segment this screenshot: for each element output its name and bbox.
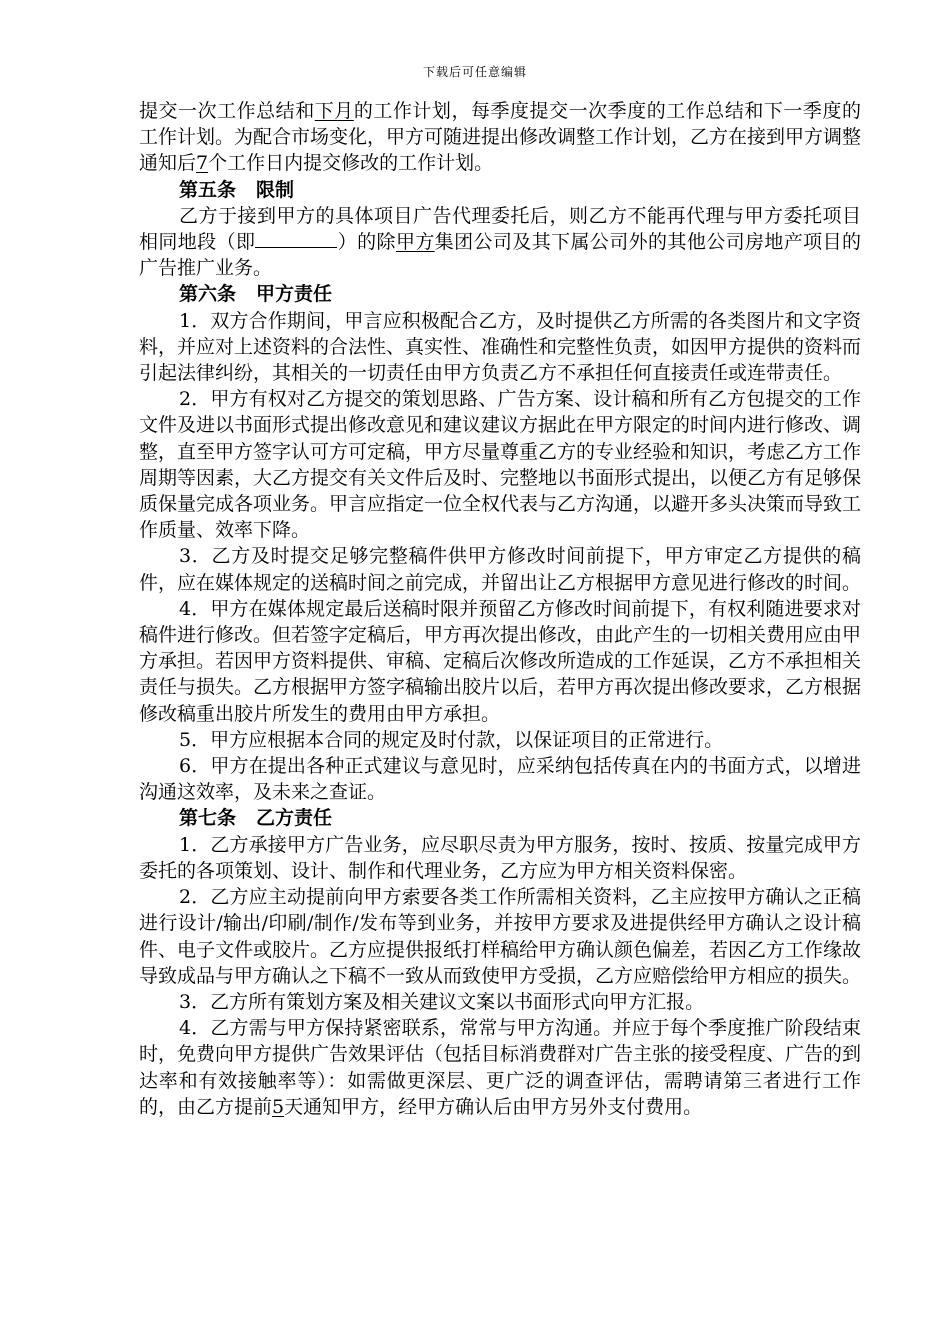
article-7-clause-2: 2．乙方应主动提前向甲方索要各类工作所需相关资料，乙主应按甲方确认之正稿进行设计/输出/印刷/制作/发布等到业务，并按甲方要求及进提供经甲方确认之设计稿件、电子文件或胶片。乙方应提供报纸打样稿给甲方确认颜色偏差，若因乙方工作缘故导致成品与甲方确认之下稿不一致从而致使甲方受损，乙方应赔偿给甲方相应的损失。 bbox=[139, 886, 862, 987]
underlined-days: 7 bbox=[196, 152, 209, 175]
document-body bbox=[139, 98, 861, 1120]
article-6-clause-1: 1．双方合作期间，甲言应积极配合乙方，及时提供乙方所需的各类图片和文字资料，并应对上述资料的合法性、真实性、准确性和完整性负责，如因甲方提供的资料而引起法律纠纷，其相关的一切责任由甲方负责乙方不承担任何直接责任或连带责任。 bbox=[139, 309, 862, 385]
article-6-clause-2: 2．甲方有权对乙方提交的策划思路、广告方案、设计稿和所有乙方包提交的工作文件及进以书面形式提出修改意见和建议建议方据此在甲方限定的时间内进行修改、调整，直至甲方签字认可方可定稿，甲方尽量尊重乙方的专业经验和知识，考虑乙方工作周期等因素，大乙方提交有关文件后及时、完整地以书面形式提出，以便乙方有足够保质保量完成各项业务。甲言应指定一位全权代表与乙方沟通，以避开多头决策而导致工作质量、效率下降。 bbox=[139, 388, 862, 542]
article-7-clause-1: 1．乙方承接甲方广告业务，应尽职尽责为甲方服务，按时、按质、按量完成甲方委托的各项策划、设计、制作和代理业务，乙方应为甲方相关资料保密。 bbox=[139, 833, 861, 882]
blank-field bbox=[255, 229, 337, 248]
article-5-heading: 第五条 限制 bbox=[179, 178, 295, 201]
article-7-clause-4: 4．乙方需与甲方保持紧密联系，常常与甲方沟通。并应于每个季度推广阶段结束时，免费向甲方提供广告效果评估（包括目标消费群对广告主张的接受程度、广告的到达率和有效接触率等）：如需做更深层、更广泛的调查评估，需聘请第三者进行工作的，由乙方提前5天通知甲方，经甲方确认后由甲方另外支付费用。 bbox=[139, 1017, 862, 1118]
article-7-clause-3: 3．乙方所有策划方案及相关建议文案以书面形式向甲方汇报。 bbox=[179, 990, 705, 1013]
underlined-next-month: 下月 bbox=[314, 100, 354, 122]
article-7-heading: 第七条 乙方责任 bbox=[179, 807, 333, 830]
article-6-clause-3: 3．乙方及时提交足够完整稿件供甲方修改时间前提下，甲方审定乙方提供的稿件，应在媒体规定的送稿时间之前完成，并留出让乙方根据甲方意见进行修改的时间。 bbox=[139, 545, 862, 594]
article-6-clause-5: 5．甲方应根据本合同的规定及时付款，以保证项目的正常进行。 bbox=[179, 728, 724, 751]
article-6-clause-6: 6．甲方在提出各种正式建议与意见时，应采纳包括传真在内的书面方式，以增进沟通这效率，及未来之查证。 bbox=[139, 755, 861, 804]
page-header: 下载后可任意编辑 bbox=[422, 65, 527, 79]
underlined-party-a: 甲方 bbox=[395, 231, 435, 254]
underlined-notice-days: 5 bbox=[272, 1095, 285, 1118]
article-6-heading: 第六条 甲方责任 bbox=[179, 283, 333, 306]
paragraph-work-plan: 提交一次工作总结和下月的工作计划，每季度提交一次季度的工作总结和下一季度的工作计划。为配合市场变化，甲方可随进提出修改调整工作计划，乙方在接到甲方调整通知后7个工作日内提交修改的工作计划。 bbox=[139, 100, 862, 175]
article-6-clause-4: 4．甲方在媒体规定最后送稿时限并预留乙方修改时间前提下，有权利随进要求对稿件进行修改。但若签字定稿后，甲方再次提出修改，由此产生的一切相关费用应由甲方承担。若因甲方资料提供、审稿、定稿后次修改所造成的工作延误，乙方不承担相关责任与损失。乙方根据甲方签字稿输出胶片以后，若甲方再次提出修改要求，乙方根据修改稿重出胶片所发生的费用由甲方承担。 bbox=[139, 597, 862, 725]
article-5-paragraph: 乙方于接到甲方的具体项目广告代理委托后，则乙方不能再代理与甲方委托项目相同地段（即 ）的除甲方集团公司及其下属公司外的其他公司房地产项目的广告推广业务。 bbox=[139, 204, 861, 280]
